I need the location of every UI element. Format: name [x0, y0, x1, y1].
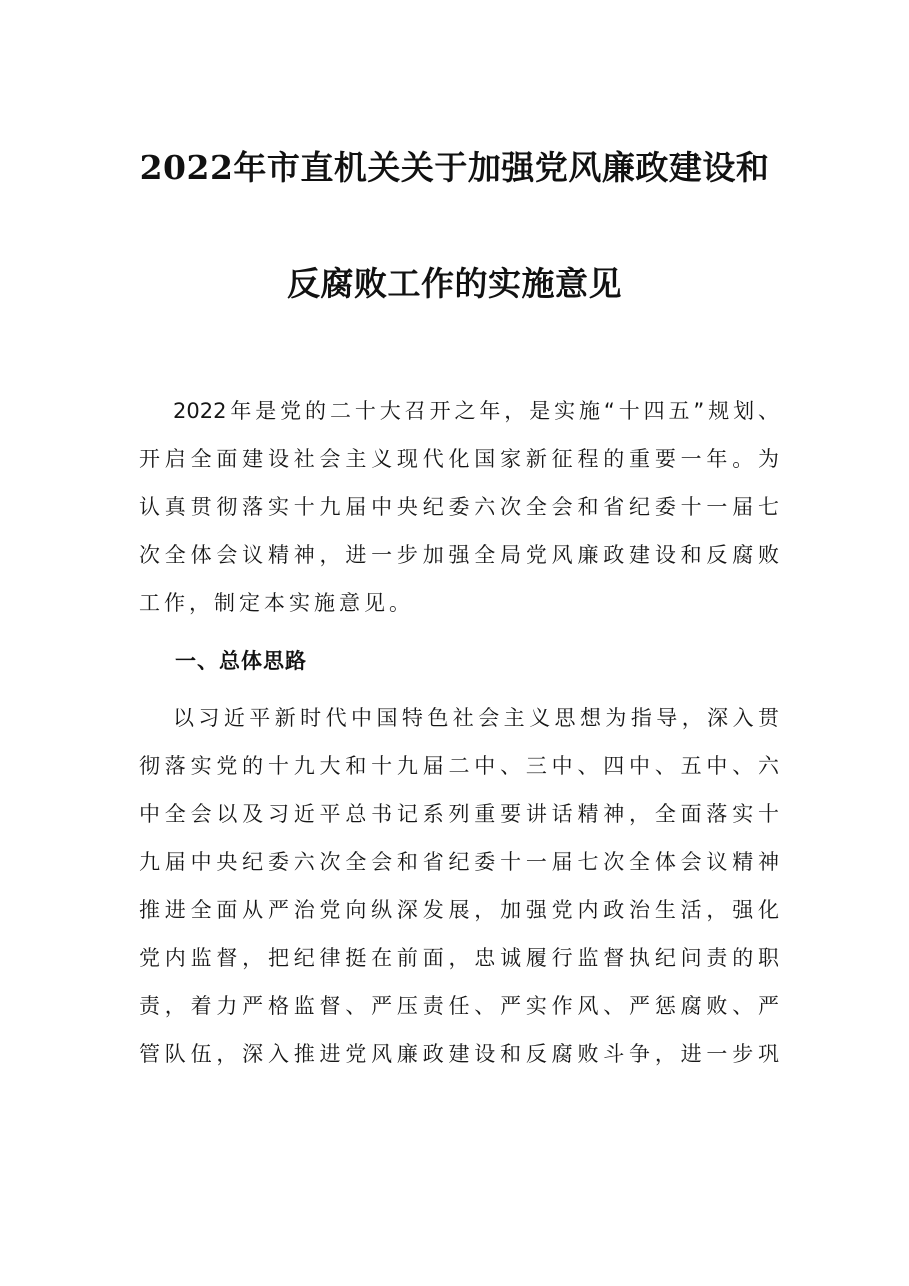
document-title-line-2: 反腐败工作的实施意见: [287, 264, 622, 303]
section-1-line-7: 责，着力严格监督、严压责任、严实作风、严惩腐败、严: [139, 994, 779, 1018]
section-1-line-5: 推进全面从严治党向纵深发展，加强党内政治生活，强化: [139, 898, 779, 922]
intro-line-1: 2022年是党的二十大召开之年，是实施“十四五”规划、: [173, 399, 779, 423]
document-title-line-1: 2022年市直机关关于加强党风廉政建设和: [139, 148, 770, 187]
intro-line-3: 认真贯彻落实十九届中央纪委六次全会和省纪委十一届七: [139, 495, 779, 519]
section-1-line-3: 中全会以及习近平总书记系列重要讲话精神，全面落实十: [139, 802, 779, 826]
section-1-line-4: 九届中央纪委六次全会和省纪委十一届七次全体会议精神: [139, 850, 779, 874]
intro-line-4: 次全体会议精神，进一步加强全局党风廉政建设和反腐败: [139, 543, 779, 567]
section-1-line-2: 彻落实党的十九大和十九届二中、三中、四中、五中、六: [139, 754, 779, 778]
intro-line-2: 开启全面建设社会主义现代化国家新征程的重要一年。为: [139, 447, 779, 471]
section-1-line-1: 以习近平新时代中国特色社会主义思想为指导，深入贯: [173, 706, 779, 730]
intro-line-5: 工作，制定本实施意见。: [139, 591, 414, 615]
section-1-line-6: 党内监督，把纪律挺在前面，忠诚履行监督执纪问责的职: [139, 946, 779, 970]
section-1-heading: 一、总体思路: [175, 649, 307, 673]
section-1-line-8: 管队伍，深入推进党风廉政建设和反腐败斗争，进一步巩: [139, 1042, 779, 1066]
